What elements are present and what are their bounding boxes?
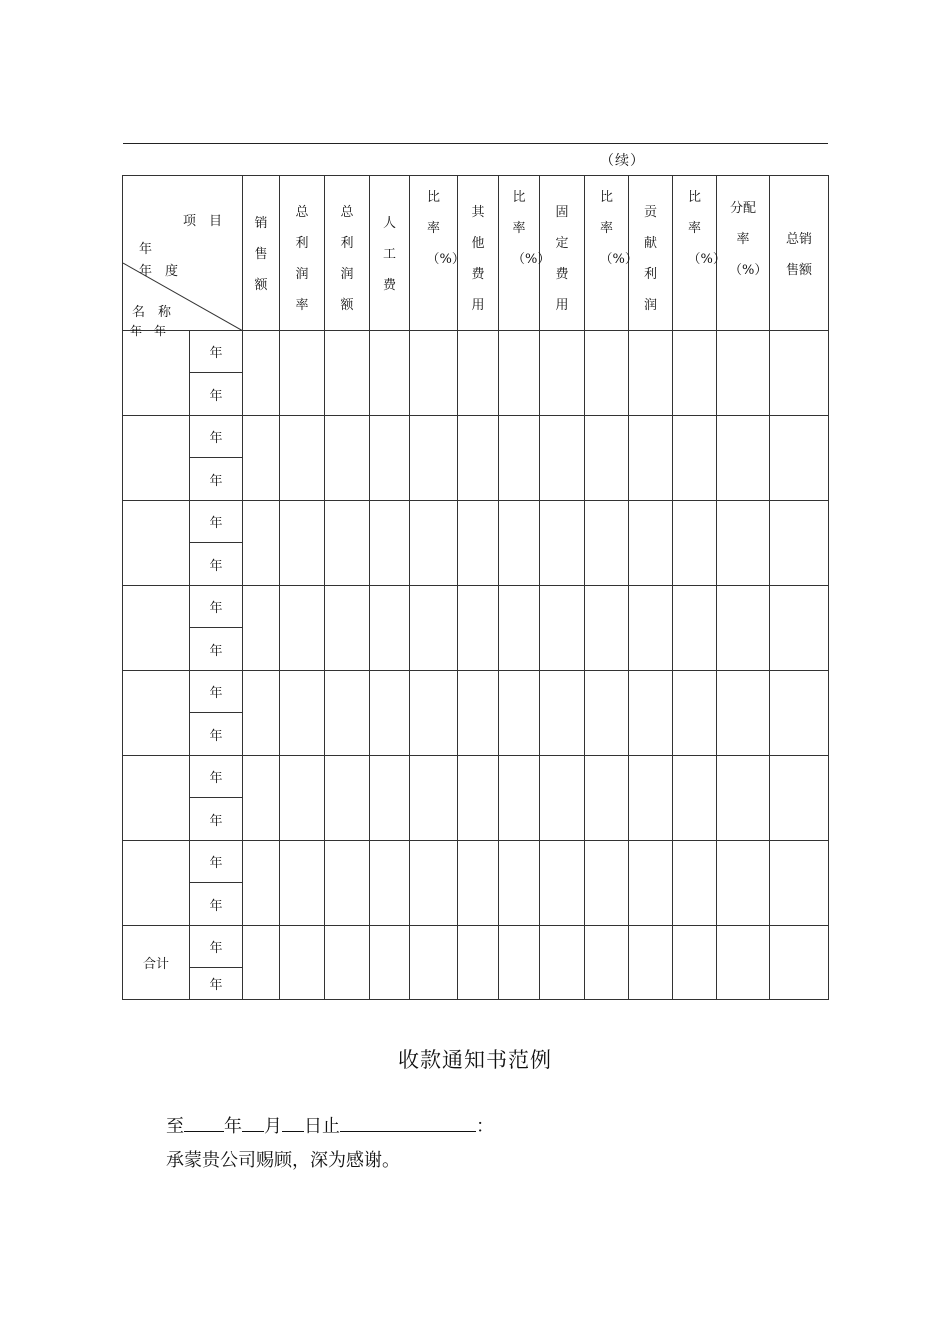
data-cell (540, 671, 585, 756)
data-cell (629, 416, 673, 501)
year-cell: 年 (190, 968, 243, 1000)
data-cell (325, 756, 370, 841)
data-cell (629, 586, 673, 671)
col-header-ratio-2: 比率（%） (499, 176, 540, 331)
data-cell (410, 926, 458, 1000)
data-cell (717, 586, 770, 671)
data-cell (458, 416, 499, 501)
data-cell (458, 331, 499, 416)
year-cell: 年 (190, 586, 243, 628)
data-cell (280, 926, 325, 1000)
data-cell (770, 416, 829, 501)
data-cell (770, 331, 829, 416)
data-cell (499, 671, 540, 756)
year-cell: 年 (190, 756, 243, 798)
data-cell (673, 926, 717, 1000)
total-label-cell: 合计 (123, 926, 190, 1000)
data-cell (325, 501, 370, 586)
data-cell (410, 671, 458, 756)
data-cell (499, 841, 540, 926)
data-cell (280, 586, 325, 671)
data-cell (410, 586, 458, 671)
data-cell (717, 501, 770, 586)
col-header-total-profit-rate: 总利润率 (280, 176, 325, 331)
data-cell (243, 416, 280, 501)
total-row (123, 926, 829, 968)
data-cell (629, 841, 673, 926)
notice-title: 收款通知书范例 (398, 1048, 552, 1072)
table-row (123, 416, 829, 458)
corner-year-label: 年 (139, 242, 153, 257)
data-cell (499, 416, 540, 501)
data-cell (770, 926, 829, 1000)
data-cell (673, 841, 717, 926)
data-cell (673, 331, 717, 416)
table-row (123, 841, 829, 883)
col-header-labor-cost: 人工费 (370, 176, 410, 331)
data-cell (585, 501, 629, 586)
table-row (123, 331, 829, 373)
month-blank[interactable] (242, 1113, 264, 1132)
corner-name-label: 名 称 (132, 305, 172, 320)
data-cell (410, 331, 458, 416)
year-cell: 年 (190, 416, 243, 458)
data-cell (280, 756, 325, 841)
data-cell (370, 501, 410, 586)
recipient-blank[interactable] (340, 1113, 476, 1132)
col-header-contribution-profit: 贡献利润 (629, 176, 673, 331)
year-cell: 年 (190, 926, 243, 968)
data-cell (280, 501, 325, 586)
data-cell (325, 926, 370, 1000)
data-cell (243, 756, 280, 841)
name-cell (123, 756, 190, 841)
data-cell (717, 841, 770, 926)
data-cell (325, 586, 370, 671)
data-cell (629, 331, 673, 416)
data-cell (499, 926, 540, 1000)
data-cell (458, 841, 499, 926)
name-cell (123, 416, 190, 501)
data-cell (280, 841, 325, 926)
sales-profit-table (122, 175, 829, 1000)
data-cell (673, 756, 717, 841)
year-cell: 年 (190, 798, 243, 841)
data-cell (585, 926, 629, 1000)
data-cell (458, 756, 499, 841)
name-cell (123, 671, 190, 756)
data-cell (540, 756, 585, 841)
data-cell (499, 501, 540, 586)
data-cell (540, 331, 585, 416)
line1-prefix: 至 (166, 1116, 184, 1137)
name-cell (123, 501, 190, 586)
year-cell: 年 (190, 713, 243, 756)
data-cell (540, 501, 585, 586)
corner-item-label: 项 目 (183, 214, 223, 229)
data-cell (717, 926, 770, 1000)
data-cell (410, 416, 458, 501)
col-header-ratio-4: 比率（%） (673, 176, 717, 331)
data-cell (370, 841, 410, 926)
year-blank[interactable] (184, 1113, 224, 1132)
year-cell: 年 (190, 501, 243, 543)
year-cell: 年 (190, 458, 243, 501)
line1-year: 年 (224, 1116, 242, 1137)
data-cell (370, 416, 410, 501)
data-cell (585, 331, 629, 416)
data-cell (585, 416, 629, 501)
name-cell (123, 841, 190, 926)
data-cell (458, 586, 499, 671)
table-row (123, 756, 829, 798)
data-cell (458, 501, 499, 586)
data-cell (673, 671, 717, 756)
data-cell (629, 671, 673, 756)
data-cell (540, 586, 585, 671)
table-row (123, 501, 829, 543)
year-cell: 年 (190, 543, 243, 586)
data-cell (673, 501, 717, 586)
data-cell (540, 926, 585, 1000)
data-cell (717, 671, 770, 756)
data-cell (243, 331, 280, 416)
data-cell (243, 926, 280, 1000)
data-cell (629, 501, 673, 586)
table-row (123, 586, 829, 628)
data-cell (717, 756, 770, 841)
header-corner-cell (123, 176, 243, 338)
data-cell (243, 841, 280, 926)
data-cell (499, 331, 540, 416)
data-cell (585, 586, 629, 671)
col-header-other-costs: 其他费用 (458, 176, 499, 331)
col-header-total-profit-amount: 总利润额 (325, 176, 370, 331)
data-cell (243, 586, 280, 671)
data-cell (243, 671, 280, 756)
data-cell (458, 671, 499, 756)
data-cell (673, 416, 717, 501)
name-cell (123, 331, 190, 416)
data-cell (410, 756, 458, 841)
data-cell (770, 586, 829, 671)
data-cell (717, 331, 770, 416)
day-blank[interactable] (282, 1113, 304, 1132)
data-cell (717, 416, 770, 501)
data-cell (370, 756, 410, 841)
data-cell (280, 671, 325, 756)
data-cell (499, 756, 540, 841)
data-cell (585, 671, 629, 756)
notice-line-2: 承蒙贵公司赐顾，深为感谢。 (166, 1150, 400, 1171)
notice-line-1 (166, 1112, 494, 1138)
data-cell (280, 416, 325, 501)
data-cell (540, 841, 585, 926)
data-cell (325, 416, 370, 501)
data-cell (243, 501, 280, 586)
year-cell: 年 (190, 628, 243, 671)
data-cell (325, 841, 370, 926)
data-cell (629, 756, 673, 841)
corner-year-bottom-label: 年 年 (130, 324, 167, 338)
table-row (123, 671, 829, 713)
data-cell (585, 756, 629, 841)
data-cell (370, 926, 410, 1000)
col-header-total-sales: 总销售额 (770, 176, 829, 331)
line1-month: 月 (264, 1116, 282, 1137)
year-cell: 年 (190, 331, 243, 373)
data-cell (370, 586, 410, 671)
data-cell (770, 501, 829, 586)
data-cell (325, 331, 370, 416)
data-cell (629, 926, 673, 1000)
col-header-sales: 销售额 (243, 176, 280, 331)
data-cell (458, 926, 499, 1000)
data-cell (770, 841, 829, 926)
name-cell (123, 586, 190, 671)
data-cell (410, 841, 458, 926)
data-cell (499, 586, 540, 671)
corner-year-degree-label: 年 度 (139, 264, 179, 279)
col-header-fixed-costs: 固定费用 (540, 176, 585, 331)
line1-suffix: ： (476, 1116, 494, 1137)
data-cell (325, 671, 370, 756)
data-cell (370, 331, 410, 416)
data-cell (673, 586, 717, 671)
data-cell (370, 671, 410, 756)
col-header-ratio-3: 比率（%） (585, 176, 629, 331)
line1-day: 日止 (304, 1116, 340, 1137)
data-cell (280, 331, 325, 416)
top-rule (123, 143, 828, 144)
data-cell (585, 841, 629, 926)
data-cell (770, 756, 829, 841)
year-cell: 年 (190, 671, 243, 713)
data-cell (410, 501, 458, 586)
year-cell: 年 (190, 373, 243, 416)
col-header-ratio-1: 比率（%） (410, 176, 458, 331)
year-cell: 年 (190, 883, 243, 926)
data-cell (540, 416, 585, 501)
data-cell (770, 671, 829, 756)
col-header-allocation-rate: 分配率（%） (717, 176, 770, 331)
continued-label: （续） (600, 153, 645, 169)
year-cell: 年 (190, 841, 243, 883)
